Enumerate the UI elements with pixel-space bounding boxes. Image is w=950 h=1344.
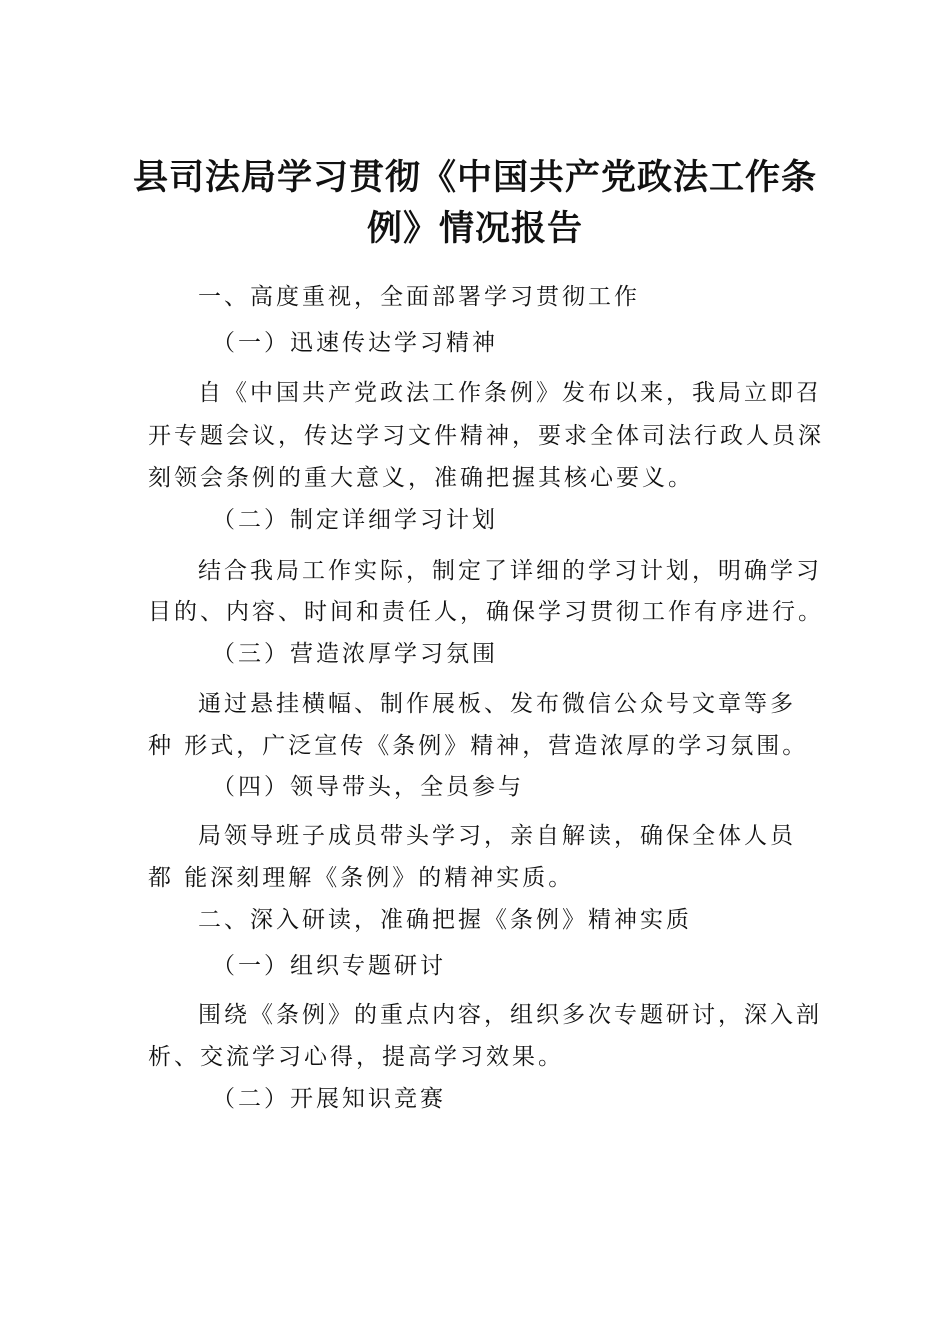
paragraph-line: 结合我局工作实际，制定了详细的学习计划，明确学习 [198,558,822,584]
paragraph-line: 局领导班子成员带头学习，亲自解读，确保全体人员 [198,823,796,849]
subsection-heading-2-2: （二）开展知识竞赛 [212,1086,446,1112]
paragraph-line: 目的、内容、时间和责任人，确保学习贯彻工作有序进行。 [148,599,824,625]
paragraph-line: 刻领会条例的重大意义，准确把握其核心要义。 [148,465,694,491]
document-title-line-2: 例》情况报告 [366,209,583,249]
subsection-heading-2-1: （一）组织专题研讨 [212,953,446,979]
subsection-heading-1-3: （三）营造浓厚学习氛围 [212,641,498,667]
section-heading-1: 一、高度重视，全面部署学习贯彻工作 [198,284,640,310]
paragraph-line: 通过悬挂横幅、制作展板、发布微信公众号文章等多 [198,691,796,717]
subsection-heading-1-4: （四）领导带头，全员参与 [212,774,524,800]
paragraph-line: 开专题会议，传达学习文件精神，要求全体司法行政人员深 [148,423,824,449]
paragraph-line: 围绕《条例》的重点内容，组织多次专题研讨，深入剖 [198,1002,822,1028]
paragraph-line: 析、交流学习心得，提高学习效果。 [148,1044,564,1070]
subsection-heading-1-2: （二）制定详细学习计划 [212,507,498,533]
paragraph-line: 种 形式，广泛宣传《条例》精神，营造浓厚的学习氛围。 [148,733,809,759]
section-heading-2: 二、深入研读，准确把握《条例》精神实质 [198,907,692,933]
subsection-heading-1-1: （一）迅速传达学习精神 [212,330,498,356]
paragraph-line: 都 能深刻理解《条例》的精神实质。 [148,865,575,891]
document-title-line-1: 县司法局学习贯彻《中国共产党政法工作条 [132,158,817,198]
paragraph-line: 自《中国共产党政法工作条例》发布以来，我局立即召 [198,380,822,406]
